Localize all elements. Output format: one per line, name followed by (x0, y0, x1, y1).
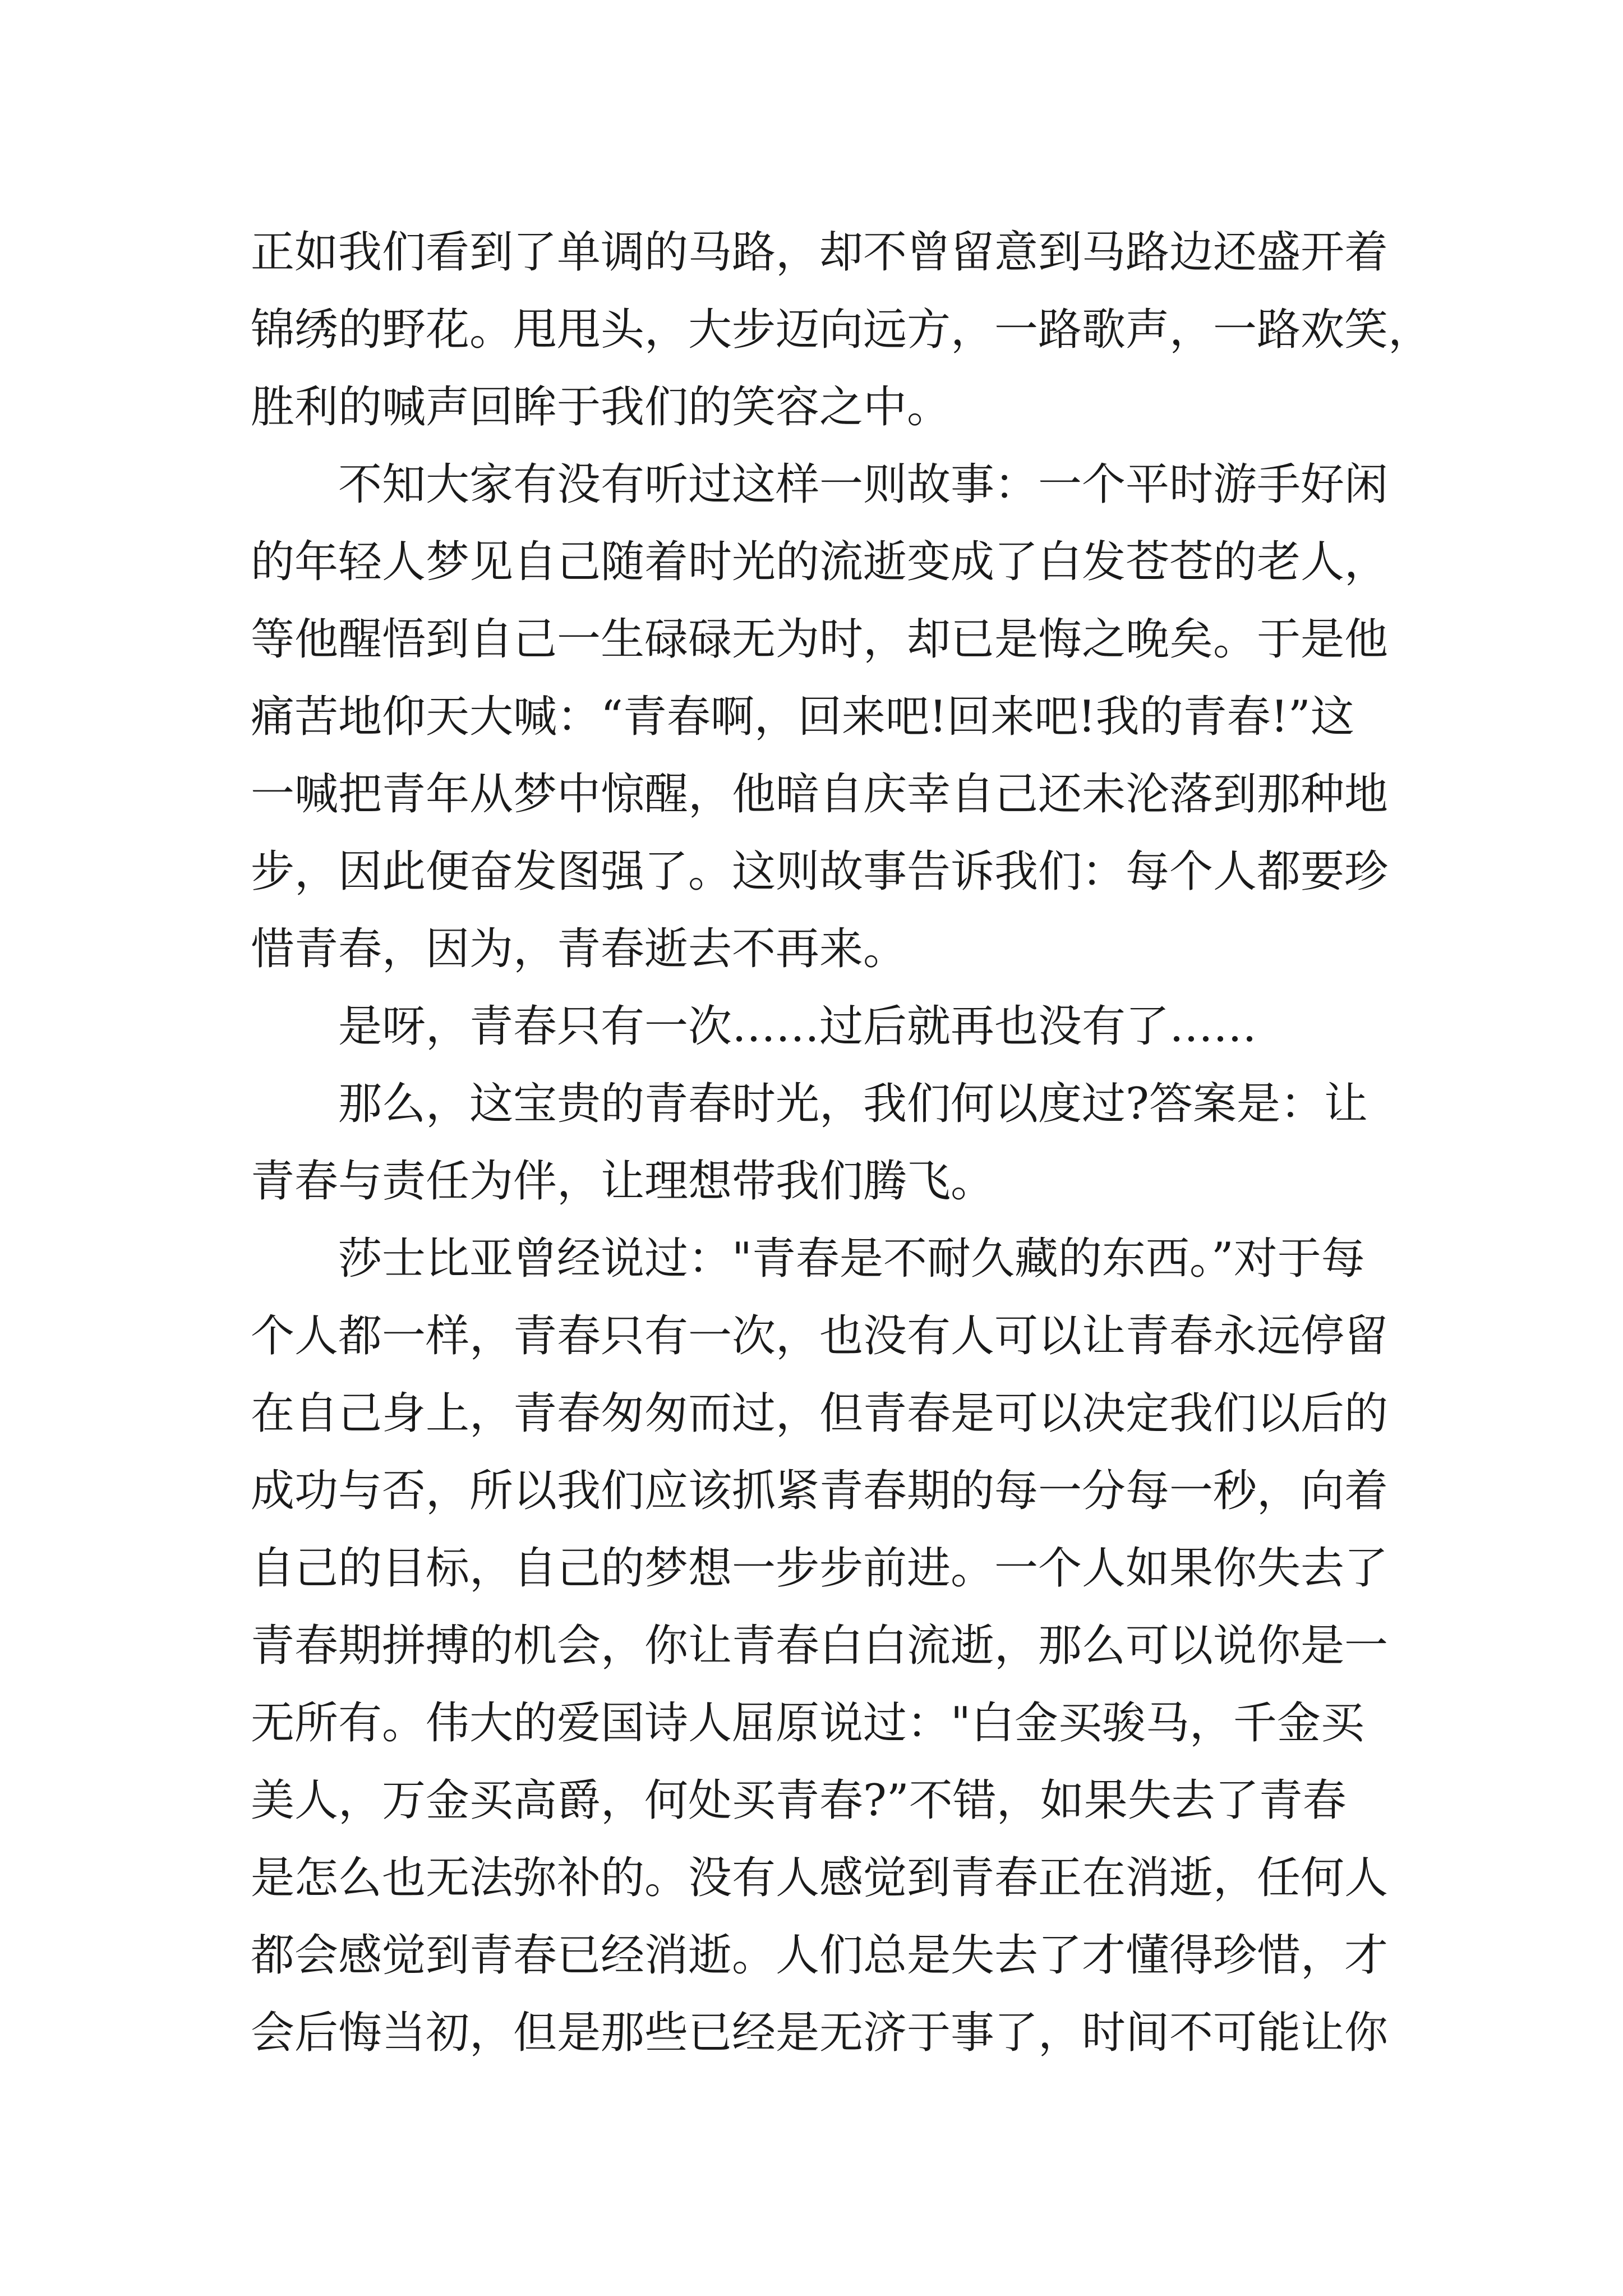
text-line: 都会感觉到青春已经消逝。人们总是失去了才懂得珍惜，才 (251, 1930, 1389, 1981)
text-line: 惜青春，因为，青春逝去不再来。 (251, 924, 907, 974)
text-line: 个人都一样，青春只有一次，也没有人可以让青春永远停留 (251, 1311, 1389, 1361)
text-line: 等他醒悟到自己一生碌碌无为时，却已是悔之晚矣。于是他 (251, 614, 1389, 665)
text-line: 成功与否，所以我们应该抓紧青春期的每一分每一秒，向着 (251, 1466, 1389, 1516)
text-line: 那么，这宝贵的青春时光，我们何以度过?答案是：让 (338, 1079, 1368, 1129)
text-line: 莎士比亚曾经说过："青春是不耐久藏的东西。”对于每 (338, 1234, 1365, 1284)
text-line: 在自己身上，青春匆匆而过，但青春是可以决定我们以后的 (251, 1388, 1389, 1439)
text-line: 步，因此便奋发图强了。这则故事告诉我们：每个人都要珍 (251, 846, 1389, 897)
text-line: 不知大家有没有听过这样一则故事：一个平时游手好闲 (338, 459, 1389, 510)
text-line: 美人，万金买高爵，何处买青春?”不错，如果失去了青春 (251, 1775, 1347, 1826)
text-line: 胜利的喊声回眸于我们的笑容之中。 (251, 382, 951, 432)
text-line: 痛苦地仰天大喊：“青春啊，回来吧!回来吧!我的青春!”这 (251, 692, 1354, 742)
text-line: 自己的目标，自己的梦想一步步前进。一个人如果你失去了 (251, 1543, 1389, 1594)
text-line: 青春期拼搏的机会，你让青春白白流逝，那么可以说你是一 (251, 1621, 1389, 1671)
text-line: 一喊把青年从梦中惊醒，他暗自庆幸自己还未沦落到那种地 (251, 769, 1389, 820)
text-line: 无所有。伟大的爱国诗人屈原说过："白金买骏马，千金买 (251, 1698, 1364, 1749)
text-line: 正如我们看到了单调的马路，却不曾留意到马路边还盛开着 (251, 227, 1389, 278)
text-line: 的年轻人梦见自己随着时光的流逝变成了白发苍苍的老人， (251, 537, 1389, 587)
text-line: 会后悔当初，但是那些已经是无济于事了，时间不可能让你 (251, 2008, 1389, 2058)
text-line: 是呀，青春只有一次……过后就再也没有了…… (338, 1001, 1257, 1052)
text-line: 锦绣的野花。甩甩头，大步迈向远方，一路歌声，一路欢笑， (251, 305, 1432, 355)
text-line: 是怎么也无法弥补的。没有人感觉到青春正在消逝，任何人 (251, 1853, 1389, 1903)
text-line: 青春与责任为伴，让理想带我们腾飞。 (251, 1156, 995, 1207)
